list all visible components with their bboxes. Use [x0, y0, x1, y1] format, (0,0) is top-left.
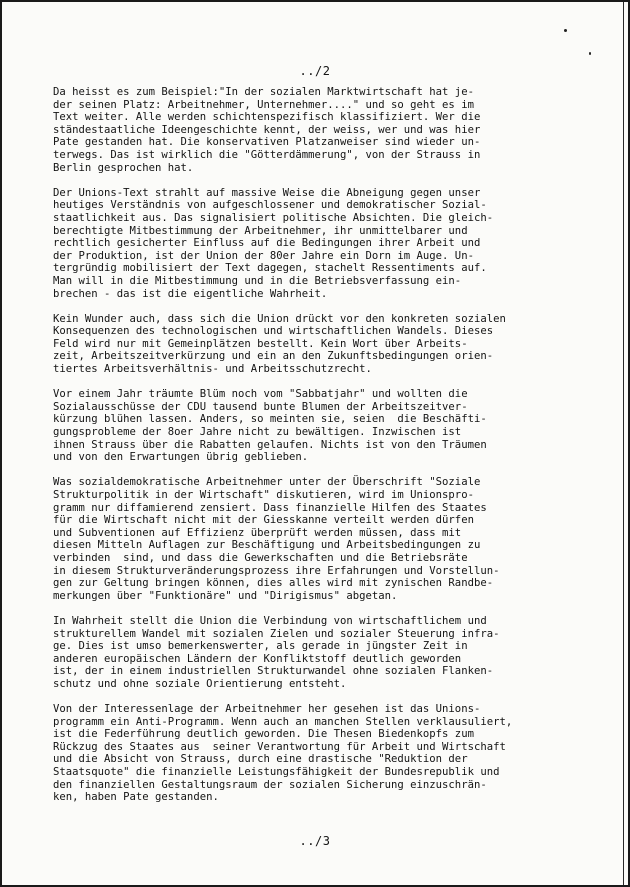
text-line: gungsprobleme der 8oer Jahre nicht zu bewältigen. Inzwischen ist — [53, 426, 462, 439]
text-line: Staatsquote" die finanzielle Leistungsfähigkeit der Bundesrepublik und — [53, 766, 500, 779]
text-line: diesen Mitteln Auflagen zur Beschäftigung und Arbeitsbedingungen zu — [53, 539, 481, 552]
text-line: Von der Interessenlage der Arbeitnehmer her gesehen ist das Unions- — [53, 703, 481, 716]
text-line: ständestaatliche Ideengeschichte kennt, der weiss, wer und was hier — [53, 123, 481, 136]
text-line: Man will in die Mitbestimmung und in die Betriebsverfassung ein- — [53, 274, 462, 287]
text-line: staatlichkeit aus. Das signalisiert politische Absichten. Die gleich- — [53, 211, 494, 224]
text-line: und die Absicht von Strauss, durch eine drastische "Reduktion der — [53, 753, 468, 766]
text-line: rechtlich gesicherter Einfluss auf die Bedingungen ihrer Arbeit und — [53, 237, 481, 250]
text-line: Pate gestanden hat. Die konservativen Platzanweiser sind wieder un- — [53, 136, 481, 149]
text-line: ihnen Strauss über die Rabatten gelaufen. Nichts ist von den Träumen — [53, 438, 487, 451]
text-line: gen zur Geltung bringen können, dies alles wird mit zynischen Randbe- — [53, 577, 494, 590]
text-line: tiertes Arbeitsverhältnis- und Arbeitsschutzrecht. — [53, 363, 372, 376]
text-line: tergründig mobilisiert der Text dagegen, stachelt Ressentiments auf. — [53, 262, 487, 275]
scan-speck — [589, 52, 591, 55]
text-line: und Subventionen auf Effizienz überprüft werden müssen, dass mit — [53, 526, 462, 539]
paragraph — [53, 388, 593, 464]
paragraph — [53, 187, 593, 300]
text-line: Der Unions-Text strahlt auf massive Weise die Abneigung gegen unser — [53, 186, 481, 199]
text-line: strukturellem Wandel mit sozialen Zielen und sozialer Steuerung infra- — [53, 627, 500, 640]
text-line: Strukturpolitik in der Wirtschaft" diskutieren, wird im Unionspro- — [53, 489, 474, 501]
text-line: schutz und ohne soziale Orientierung entsteht. — [53, 677, 347, 690]
text-line: kürzung blühen lassen. Anders, so meinten sie, seien die Beschäfti- — [53, 413, 487, 426]
text-line: zeit, Arbeitszeitverkürzung und ein an den Zukunftsbedingungen orien- — [53, 350, 494, 363]
text-line: Feld wird nur mit Gemeinplätzen bestellt. Kein Wort über Arbeits- — [53, 337, 468, 350]
text-line: Vor einem Jahr träumte Blüm noch vom "Sabbatjahr" und wollten die — [53, 388, 468, 401]
paragraph — [53, 313, 593, 376]
paragraph — [53, 615, 593, 691]
text-line: und von den Erwartungen übrig geblieben. — [53, 451, 309, 464]
text-line: Text weiter. Alle werden schichtenspezifisch klassifiziert. Wer die — [53, 111, 481, 124]
scan-speck — [564, 29, 567, 32]
text-line: Konsequenzen des technologischen und wirtschaftlichen Wandels. Dieses — [53, 325, 494, 338]
text-line: Berlin gesprochen hat. — [53, 161, 194, 174]
text-line: der Produktion, ist der Union der 80er Jahre ein Dorn im Auge. Un- — [53, 249, 474, 262]
text-line: gramm nur diffamierend zensiert. Dass finanzielle Hilfen des Staates — [53, 501, 487, 514]
text-line: berechtigte Mitbestimmung der Arbeitnehmer, ihr unmittelbarer und — [53, 224, 468, 237]
text-line: verbinden sind, und dass die Gewerkschaften und die Betriebsräte — [53, 551, 468, 564]
text-line: ge. Dies ist umso bemerkenswerter, als gerade in jüngster Zeit in — [53, 640, 468, 653]
text-line: ist die Federführung deutlich geworden. Die Thesen Biedenkopfs zum — [53, 728, 474, 741]
text-line: brechen - das ist die eigentliche Wahrheit. — [53, 287, 328, 300]
continuation-marker: ../3 — [299, 834, 331, 848]
text-line: Sozialausschüsse der CDU tausend bunte Blumen der Arbeitszeitver- — [53, 400, 468, 413]
text-line: terwegs. Das ist wirklich die "Götterdämmerung", von der Strauss in — [53, 148, 481, 161]
text-line: den finanziellen Gestaltungsraum der sozialen Sicherung einzuschrän- — [53, 778, 487, 791]
paragraph — [53, 476, 593, 602]
page-marker: ../2 — [299, 64, 331, 78]
text-line: in diesem Strukturveränderungsprozess ihre Erfahrungen und Vorstellun- — [53, 564, 500, 577]
paper-sheet — [2, 2, 628, 885]
text-line: Kein Wunder auch, dass sich die Union drückt vor den konkreten sozialen — [53, 312, 506, 325]
text-line: Rückzug des Staates aus seiner Verantwortung für Arbeit und Wirtschaft — [53, 740, 506, 753]
text-line: für die Wirtschaft nicht mit der Giesskanne verteilt werden dürfen — [53, 514, 474, 527]
document-body — [53, 86, 593, 816]
text-line: programm ein Anti-Programm. Wenn auch an manchen Stellen verklausuliert, — [53, 715, 513, 728]
text-line: ken, haben Pate gestanden. — [53, 791, 219, 804]
text-line: Was sozialdemokratische Arbeitnehmer unter der Überschrift "Soziale — [53, 476, 481, 489]
text-line: Da heisst es zum Beispiel:"In der sozialen Marktwirtschaft hat je- — [53, 86, 474, 98]
text-line: In Wahrheit stellt die Union die Verbindung von wirtschaftlichem und — [53, 614, 487, 627]
scan-edge-line — [623, 2, 624, 885]
text-line: der seinen Platz: Arbeitnehmer, Unternehmer...." und so geht es im — [53, 98, 474, 111]
text-line: merkungen über "Funktionäre" und "Dirigismus" abgetan. — [53, 589, 398, 602]
paragraph — [53, 703, 593, 804]
text-line: anderen europäischen Ländern der Konfliktstoff deutlich geworden — [53, 652, 462, 665]
text-line: heutiges Verständnis von aufgeschlossener und demokratischer Sozial- — [53, 199, 487, 212]
text-line: ist, der in einem industriellen Strukturwandel ohne sozialen Flanken- — [53, 665, 494, 678]
paragraph — [53, 86, 593, 174]
